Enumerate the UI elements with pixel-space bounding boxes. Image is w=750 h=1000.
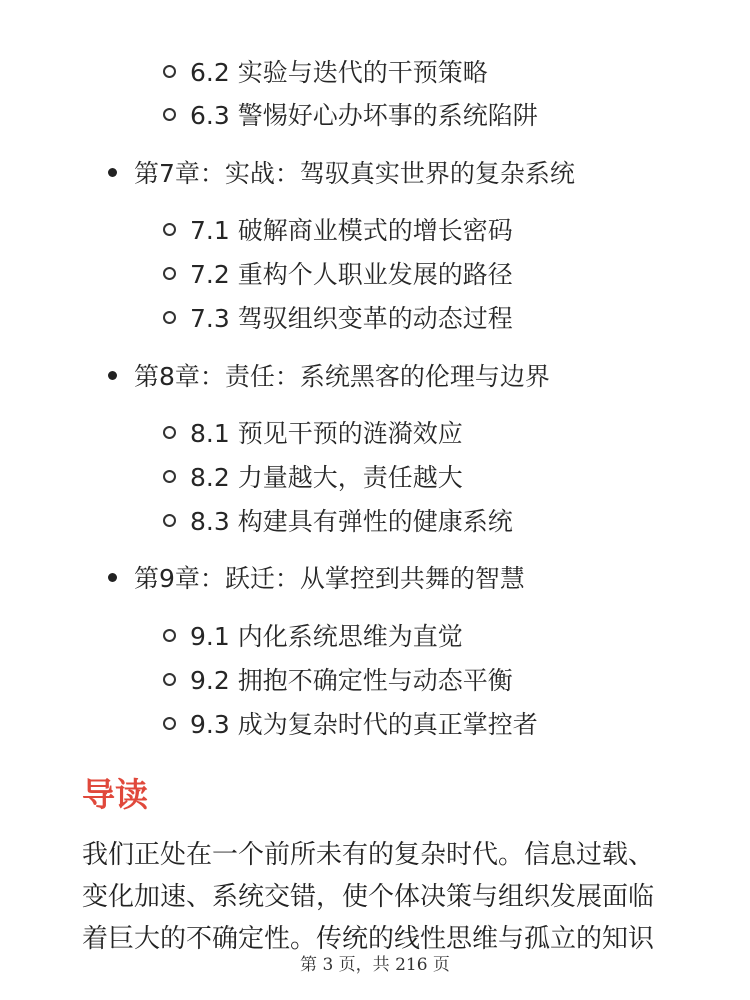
toc-entry-text: 第7章：实战：驾驭真实世界的复杂系统	[134, 159, 575, 188]
paragraph-line: 我们正处在一个前所未有的复杂时代。信息过载、	[82, 840, 655, 870]
circle-bullet-icon	[163, 267, 176, 280]
toc-entry-text: 8.1 预见干预的涟漪效应	[190, 419, 463, 448]
circle-bullet-icon	[163, 223, 176, 236]
toc-entry-text: 7.1 破解商业模式的增长密码	[190, 216, 513, 245]
disc-bullet-icon	[108, 371, 117, 380]
circle-bullet-icon	[163, 426, 176, 439]
toc-entry-text: 8.3 构建具有弹性的健康系统	[190, 507, 513, 536]
toc-entry-text: 8.2 力量越大，责任越大	[190, 463, 463, 492]
circle-bullet-icon	[163, 470, 176, 483]
toc-chapter-8	[108, 357, 550, 393]
toc-subsection-8-1	[163, 414, 463, 450]
circle-bullet-icon	[163, 629, 176, 642]
disc-bullet-icon	[108, 573, 117, 582]
toc-subsection-7-2	[163, 255, 513, 291]
disc-bullet-icon	[108, 168, 117, 177]
toc-entry-text: 6.3 警惕好心办坏事的系统陷阱	[190, 101, 538, 130]
toc-entry-text: 9.2 拥抱不确定性与动态平衡	[190, 666, 513, 695]
toc-chapter-7	[108, 154, 575, 190]
toc-entry-text: 6.2 实验与迭代的干预策略	[190, 58, 488, 87]
circle-bullet-icon	[163, 514, 176, 527]
toc-subsection-7-1	[163, 211, 513, 247]
intro-paragraph	[82, 834, 702, 960]
page-number-footer: 第 3 页，共 216 页	[300, 955, 450, 975]
circle-bullet-icon	[163, 311, 176, 324]
intro-heading: 导读	[82, 775, 148, 814]
toc-entry-text: 第8章：责任：系统黑客的伦理与边界	[134, 362, 550, 391]
toc-entry-text: 7.3 驾驭组织变革的动态过程	[190, 304, 513, 333]
circle-bullet-icon	[163, 108, 176, 121]
toc-subsection-7-3	[163, 299, 513, 335]
circle-bullet-icon	[163, 717, 176, 730]
toc-subsection-9-1	[163, 617, 463, 653]
toc-entry-text: 9.1 内化系统思维为直觉	[190, 622, 463, 651]
circle-bullet-icon	[163, 65, 176, 78]
toc-entry-text: 9.3 成为复杂时代的真正掌控者	[190, 710, 538, 739]
toc-subsection-6-3	[163, 96, 538, 132]
toc-subsection-8-2	[163, 458, 463, 494]
toc-subsection-6-2	[163, 53, 488, 89]
toc-subsection-9-2	[163, 661, 513, 697]
toc-entry-text: 7.2 重构个人职业发展的路径	[190, 260, 513, 289]
paragraph-line: 变化加速、系统交错，使个体决策与组织发展面临	[82, 882, 655, 912]
toc-chapter-9	[108, 559, 525, 595]
toc-subsection-8-3	[163, 502, 513, 538]
circle-bullet-icon	[163, 673, 176, 686]
paragraph-line: 着巨大的不确定性。传统的线性思维与孤立的知识	[82, 924, 655, 954]
toc-subsection-9-3	[163, 705, 538, 741]
toc-entry-text: 第9章：跃迁：从掌控到共舞的智慧	[134, 564, 525, 593]
